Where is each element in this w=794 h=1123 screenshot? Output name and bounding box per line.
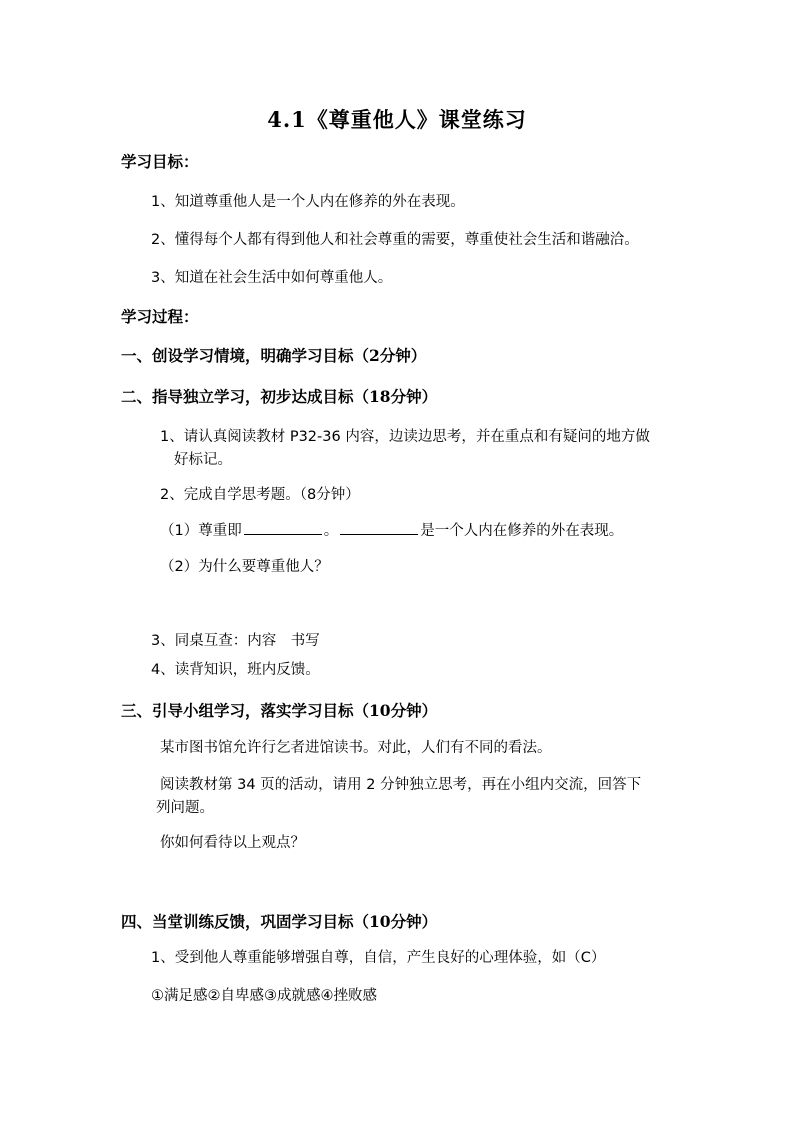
section-2-item-4: 4、读背知识，班内反馈。 <box>151 662 320 678</box>
section-2-item-3: 3、同桌互查：内容 书写 <box>151 633 320 649</box>
section-4-question-1: 1、受到他人尊重能够增强自尊，自信，产生良好的心理体验，如（C） <box>151 950 606 966</box>
section-1-heading: 一、创设学习情境，明确学习目标（2分钟） <box>121 346 427 365</box>
page-title: 4.1《尊重他人》课堂练习 <box>267 107 527 132</box>
section-2-item-2: 2、完成自学思考题。（8分钟） <box>160 487 360 503</box>
section-2-heading: 二、指导独立学习，初步达成目标（18分钟） <box>121 387 438 406</box>
section-3-question: 你如何看待以上观点？ <box>160 835 305 851</box>
section-3-heading: 三、引导小组学习，落实学习目标（10分钟） <box>121 701 438 720</box>
section-3-para-2-cont: 列问题。 <box>156 800 214 816</box>
section-4-heading: 四、当堂训练反馈，巩固学习目标（10分钟） <box>121 912 438 931</box>
fill-in-question-1 <box>160 520 623 541</box>
question-2: （2）为什么要尊重他人？ <box>160 559 329 575</box>
answer-blank-2[interactable] <box>340 520 418 535</box>
question-1-suffix: 是一个人内在修养的外在表现。 <box>420 523 624 539</box>
section-2-item-1-cont: 好标记。 <box>174 452 232 468</box>
section-2-item-1: 1、请认真阅读教材 P32-36 内容，边读边思考，并在重点和有疑问的地方做 <box>160 429 650 445</box>
answer-blank-1[interactable] <box>244 520 322 535</box>
question-1-prefix: （1）尊重即 <box>160 523 242 539</box>
question-1-mid: 。 <box>323 523 339 539</box>
section-3-para-1: 某市图书馆允许行乞者进馆读书。对此，人们有不同的看法。 <box>160 740 552 756</box>
objectives-heading: 学习目标： <box>121 152 199 171</box>
process-heading: 学习过程： <box>121 307 199 326</box>
section-3-para-2: 阅读教材第 34 页的活动，请用 2 分钟独立思考，再在小组内交流，回答下 <box>160 777 642 793</box>
objective-item-3: 3、知道在社会生活中如何尊重他人。 <box>151 270 393 286</box>
section-4-question-1-options: ①满足感②自卑感③成就感④挫败感 <box>151 988 377 1004</box>
objective-item-2: 2、懂得每个人都有得到他人和社会尊重的需要，尊重使社会生活和谐融洽。 <box>151 232 639 248</box>
objective-item-1: 1、知道尊重他人是一个人内在修养的外在表现。 <box>151 194 465 210</box>
